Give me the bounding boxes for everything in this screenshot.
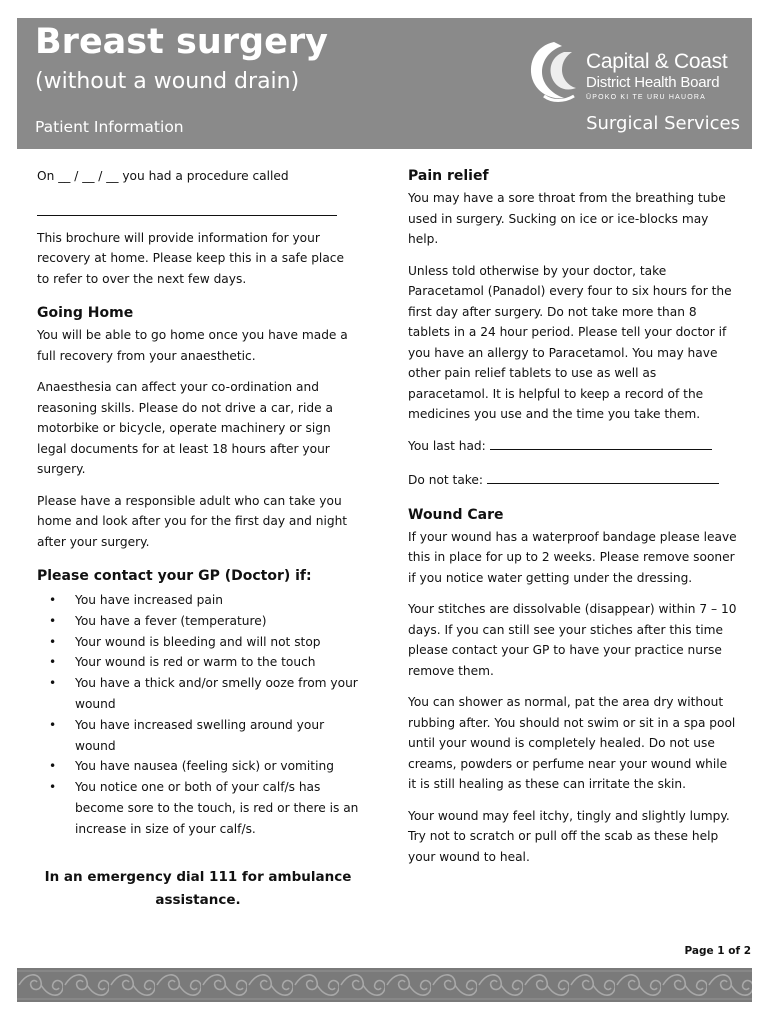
ccdhb-logo — [524, 38, 744, 104]
page-number: Page 1 of 2 — [684, 945, 751, 957]
left-column — [37, 166, 359, 912]
list-item: • You have a fever (temperature) — [37, 611, 359, 632]
patient-information-label: Patient Information — [35, 118, 184, 136]
going-home-paragraph-2: Anaesthesia can affect your co-ordination and reasoning skills. Please do not drive a car, ride a motorbike or bicycle, operate machinery or sign legal documents for at least 18 hours after your surgery. — [37, 380, 333, 476]
last-had-blank — [490, 449, 712, 450]
wound-care-heading: Wound Care — [408, 506, 504, 523]
do-not-take-field — [408, 470, 738, 491]
going-home-paragraph-3: Please have a responsible adult who can take you home and look after you for the first day and night after your surgery. — [37, 493, 348, 549]
do-not-take-blank — [487, 483, 719, 484]
last-had-field — [408, 436, 738, 457]
footer-pattern-icon — [17, 968, 752, 1002]
wound-care-paragraph-1: If your wound has a waterproof bandage please leave this in place for up to 2 weeks. Please remove sooner if you notice water getting under the dressing. — [408, 529, 737, 585]
pain-relief-paragraph-1: You may have a sore throat from the breathing tube used in surgery. Sucking on ice or ice-blocks may help. — [408, 191, 726, 246]
going-home-heading: Going Home — [37, 305, 134, 321]
wound-care-paragraph-2: Your stitches are dissolvable (disappear) within 7 – 10 days. If you can still see your stiches after this time please contact your GP to have your practice nurse remove them. — [408, 602, 737, 678]
list-item: • You have increased pain — [37, 590, 359, 611]
list-item: • Your wound is red or warm to the touch — [37, 652, 359, 673]
document-subtitle: (without a wound drain) — [35, 69, 300, 94]
list-item: • Your wound is bleeding and will not stop — [37, 632, 359, 653]
procedure-name-blank — [37, 203, 337, 216]
do-not-take-label: Do not take: — [408, 473, 484, 487]
pain-relief-paragraph-2: Unless told otherwise by your doctor, take Paracetamol (Panadol) every four to six hours for the first day after surgery. Do not take more than 8 tablets in a 24 hour period. Please tell your doctor if you have an allergy to Paracetamol. You may have other pain relief tablets to use as well as paracetamol. It is helpful to keep a record of the medicines you use and the time you take them. — [408, 263, 732, 421]
contact-gp-heading: Please contact your GP (Doctor) if: — [37, 568, 312, 584]
list-item: • You have a thick and/or smelly ooze from your wound — [37, 673, 359, 715]
logo-maori-name: ŪPOKO KI TE URU HAUORA — [586, 94, 707, 101]
going-home-paragraph-1: You will be able to go home once you have made a full recovery from your anaesthetic. — [37, 328, 348, 363]
procedure-line: On __ / __ / __ you had a procedure called — [37, 169, 289, 183]
right-column — [408, 166, 738, 878]
logo-swirl-icon — [524, 38, 580, 104]
logo-name: Capital & Coast — [586, 50, 728, 73]
list-item: • You notice one or both of your calf/s has become sore to the touch, is red or there is an increase in size of your calf/s. — [37, 777, 359, 839]
list-item: • You have increased swelling around your wound — [37, 715, 359, 757]
logo-district: District Health Board — [586, 74, 720, 91]
emergency-notice: In an emergency dial 111 for ambulance assistance. — [44, 868, 352, 908]
header-banner — [17, 18, 752, 149]
intro-paragraph: This brochure will provide information for your recovery at home. Please keep this in a safe place to refer to over the next few days. — [37, 230, 344, 286]
surgical-services-label: Surgical Services — [586, 113, 740, 134]
footer-pattern-band — [17, 968, 752, 1002]
wound-care-paragraph-4: Your wound may feel itchy, tingly and slightly lumpy. Try not to scratch or pull off the scab as these help your wound to heal. — [408, 808, 730, 864]
document-title: Breast surgery — [35, 22, 328, 62]
last-had-label: You last had: — [408, 438, 486, 453]
wound-care-paragraph-3: You can shower as normal, pat the area dry without rubbing after. You should not swim or sit in a spa pool until your wound is completely healed. Do not use creams, powders or perfume near your wound while it is still healing as these can irritate the skin. — [408, 695, 736, 791]
contact-gp-list — [37, 590, 359, 840]
pain-relief-heading: Pain relief — [408, 168, 489, 184]
list-item: • You have nausea (feeling sick) or vomiting — [37, 756, 359, 777]
